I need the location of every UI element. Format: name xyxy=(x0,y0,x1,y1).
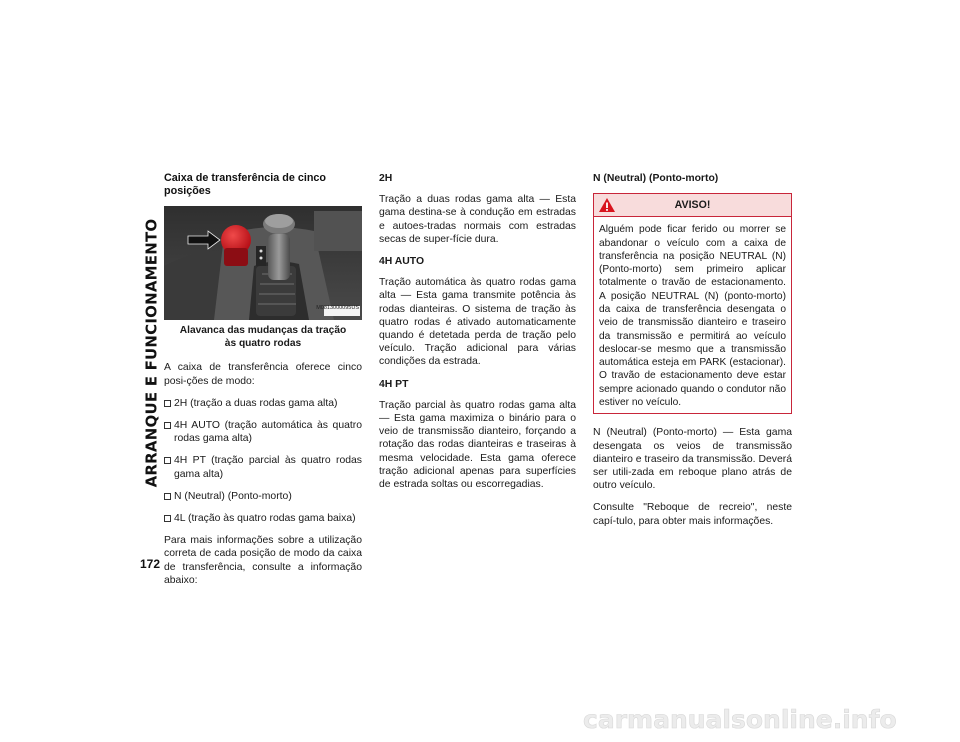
column-middle xyxy=(379,172,576,500)
warning-triangle-icon xyxy=(598,197,616,213)
figure-caption: Alavanca das mudanças da tração às quatro rodas xyxy=(179,325,347,349)
mode-heading-4h-pt: 4H PT xyxy=(379,378,409,390)
mode-text-4h-auto: Tração automática às quatro rodas gama alta — Esta gama transmite potência às rodas dianteiras. O sistema de tração às quatro rodas é ativado automaticamente quando é detetada perda de tração pelo veículo. Tração adicional para várias condições da estrada. xyxy=(379,277,576,368)
checkbox-bullet-icon xyxy=(164,457,171,464)
mode-text-2h: Tração a duas rodas gama alta — Esta gama destina-se à condução em estradas e autoes-tradas normais com estradas secas de super-fície dura. xyxy=(379,194,576,245)
warning-title: AVISO! xyxy=(674,198,711,211)
column-right xyxy=(593,172,792,537)
mode-heading-4h-auto: 4H AUTO xyxy=(379,256,425,268)
list-item: 4L (tração às quatro rodas gama baixa) xyxy=(164,512,362,525)
checkbox-bullet-icon xyxy=(164,422,171,429)
section-heading: Caixa de transferência de cinco posições xyxy=(164,172,327,198)
page-number: 172 xyxy=(140,557,161,571)
neutral-heading: N (Neutral) (Ponto-morto) xyxy=(593,173,719,184)
warning-header xyxy=(594,194,791,217)
checkbox-bullet-icon xyxy=(164,493,171,500)
list-item: 4H AUTO (tração automática às quatro rodas gama alta) xyxy=(164,419,362,445)
figure-code: M0813000095US xyxy=(316,305,359,312)
outro-paragraph: Para mais informações sobre a utilização correta de cada posição de modo da caixa de transferência, consulte a informação abaixo: xyxy=(164,535,362,586)
mode-list xyxy=(164,397,362,525)
list-item: 2H (tração a duas rodas gama alta) xyxy=(164,397,362,410)
column-left xyxy=(164,172,362,596)
warning-text: Alguém pode ficar ferido ou morrer se abandonar o veículo com a caixa de transferência na posição NEUTRAL (N)(Ponto-morto) sem primeiro aplicar totalmente o travão de estacionamento. A posição NEUTRAL (N) (ponto-morto) da caixa de transferência desengata o veio de transmissão dianteiro e traseiro da transmissão e permitirá ao veículo deslocar-se mesmo que a transmissão automática esteja em PARK (estacionar). O travão de estacionamento deve estar sempre acionado quando o condutor não estiver no veículo. xyxy=(599,224,786,409)
warning-box xyxy=(593,193,792,414)
mode-text-4h-pt: Tração parcial às quatro rodas gama alta — Esta gama maximiza o binário para o veio de transmissão dianteiro, forçando a rotação das rodas dianteiras e traseiras à mesma velocidade. Esta gama oferece tração adicional apenas para superfícies de estrada soltas ou escorregadias. xyxy=(379,399,576,491)
svg-text:carmanualsonline.info: carmanualsonline.info xyxy=(583,705,897,734)
checkbox-bullet-icon xyxy=(164,400,171,407)
list-item: N (Neutral) (Ponto-morto) xyxy=(164,490,362,503)
watermark-logo xyxy=(583,703,903,735)
list-item: 4H PT (tração parcial às quatro rodas gama alta) xyxy=(164,454,362,480)
neutral-paragraph: N (Neutral) (Ponto-morto) — Esta gama desengata os veios de transmissão dianteiro e traseiro da transmissão. Deverá ser utili-zada em reboque plano atrás de outro veículo. xyxy=(593,427,792,492)
checkbox-bullet-icon xyxy=(164,515,171,522)
reference-paragraph: Consulte "Reboque de recreio", neste capí-tulo, para obter mais informações. xyxy=(593,502,792,527)
gear-lever-figure xyxy=(164,206,362,320)
mode-heading-2h: 2H xyxy=(379,173,393,184)
intro-paragraph: A caixa de transferência oferece cinco posi-ções de modo: xyxy=(164,362,362,387)
chapter-side-tab xyxy=(138,168,164,538)
chapter-title: ARRANQUE E FUNCIONAMENTO xyxy=(142,218,160,488)
